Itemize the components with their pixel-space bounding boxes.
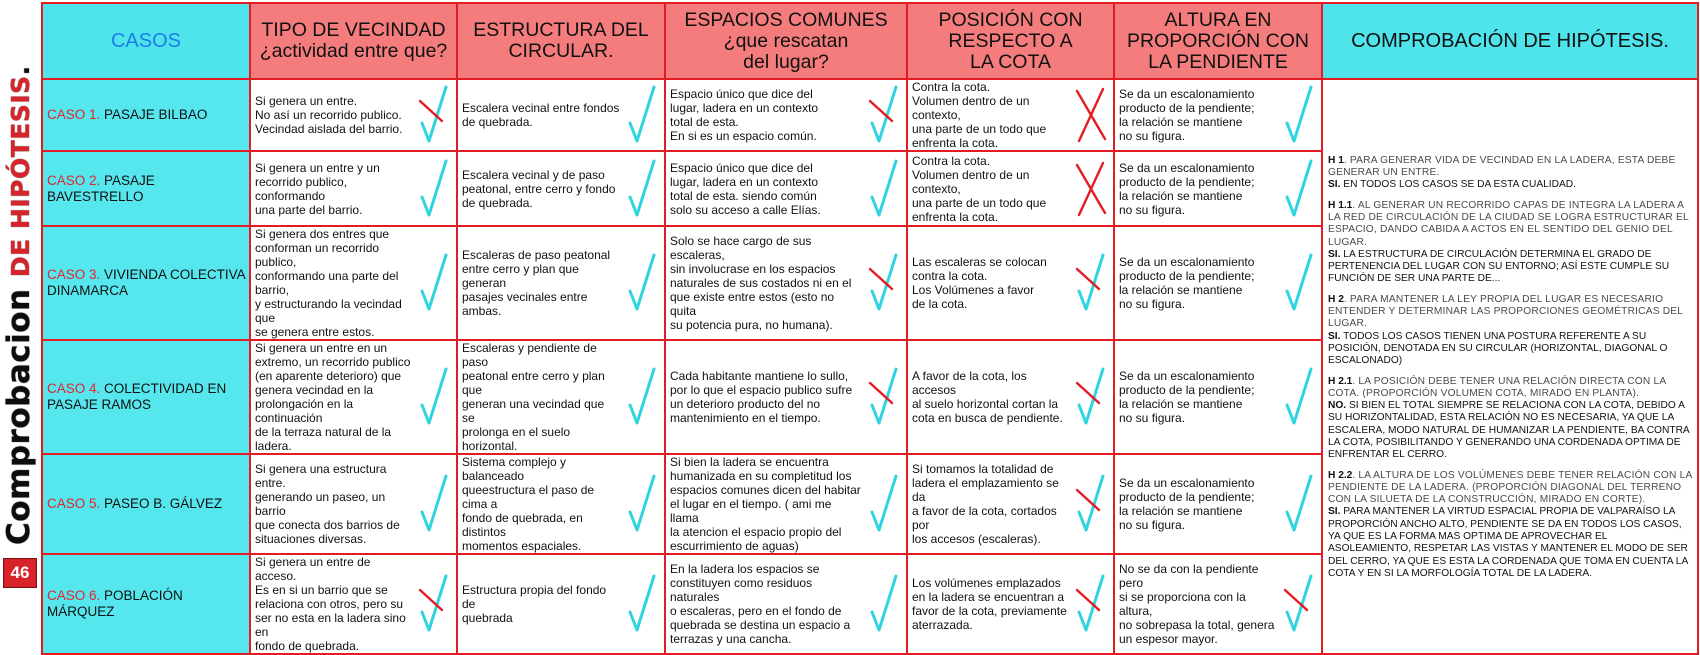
column-header-label: ALTURA EN PROPORCIÓN CON LA PENDIENTE [1126, 8, 1309, 73]
evaluation-cell [665, 554, 907, 654]
evaluation-cell [907, 454, 1114, 554]
checkmark-with-slash-icon [1073, 251, 1109, 315]
evaluation-cell [1114, 79, 1322, 151]
checkmark-stroke [1287, 476, 1311, 530]
cell-text: Contra la cota. Volumen dentro de un contexto, una parte de un todo que enfrenta la cota. [912, 80, 1047, 150]
hypothesis-question: . AL GENERAR UN RECORRIDO CAPAS DE INTEGRA LA LADERA A LA RED DE CIRCULACIÓN DE LA CIUDAD SE LOGRA ESTRUCTURAR EL ESPACIO, DANDO CABIDA A ACTOS EN EL SENTIDO DEL GENIO DEL LUGAR. [1328, 199, 1689, 248]
cell-text: Se da un escalonamiento producto de la pendiente; la relación se mantiene no su figura. [1119, 160, 1255, 217]
evaluation-cell [665, 454, 907, 554]
evaluation-cell [907, 554, 1114, 654]
checkmark-stroke [422, 476, 446, 530]
checkmark-with-slash-icon [1073, 472, 1109, 536]
checkmark-stroke [630, 87, 654, 141]
checkmark-stroke [1287, 369, 1311, 423]
cell-text: Cada habitante mantiene lo sullo, por lo que el espacio publico sufre un deterioro producto del no mantenimiento en el tiempo. [670, 369, 853, 425]
cell-text: Si genera una estructura entre. generando un paseo, un barrio que conecta dos barrios de situaciones diversas. [255, 462, 400, 546]
cell-text: A favor de la cota, los accesos al suelo horizontal cortan la cota en busca de pendiente. [912, 369, 1063, 425]
checkmark-with-slash-icon [1281, 572, 1317, 636]
cell-text: No se da con la pendiente pero si se proporciona con la altura, no sobrepasa la total, genera un espesor mayor. [1119, 562, 1275, 646]
hypothesis-question: . LA ALTURA DE LOS VOLÚMENES DEBE TENER RELACIÓN CON LA PENDIENTE DE LA LADERA. (PROPORCIÓN DIAGONAL DEL TERRENO CON LA SILUETA DE LA CONSTRUCCIÓN, MIRADO EN CORTE). [1328, 469, 1692, 506]
cell-text: Se da un escalonamiento producto de la pendiente; la relación se mantiene no su figura. [1119, 255, 1255, 311]
header-row [42, 3, 1698, 79]
case-number: CASO 5. [47, 496, 101, 511]
cell-text: Escaleras de paso peatonal entre cerro y plan que generan pasajes vecinales entre ambas. [462, 248, 611, 318]
cell-text: Solo se hace cargo de sus escaleras, sin involucrase en los espacios naturales de sus costados ni en el que existe entre estos (esto no quita su potencia pura, no humana). [670, 234, 852, 332]
cell-text: Se da un escalonamiento producto de la pendiente; la relación se mantiene no su figura. [1119, 369, 1255, 425]
evaluation-cell [250, 554, 457, 654]
cell-text: Los volúmenes emplazados en la ladera se encuentran a favor de la cota, previamente aterrazada. [912, 576, 1067, 632]
checkmark-with-slash-icon [1073, 365, 1109, 429]
checkmark-with-slash-icon [866, 83, 902, 147]
case-number: CASO 3. [47, 267, 101, 282]
evaluation-cell [1114, 554, 1322, 654]
evaluation-cell [665, 340, 907, 454]
evaluation-cell [907, 226, 1114, 340]
evaluation-cell [1114, 454, 1322, 554]
case-cell [42, 340, 250, 454]
vertical-title-part2: DE HIPÓTESIS [6, 75, 35, 278]
column-header-label: COMPROBACIÓN DE HIPÓTESIS. [1351, 29, 1669, 52]
checkmark-stroke [872, 576, 896, 630]
cell-text: Si genera un entre y un recorrido publico, conformando una parte del barrio. [255, 160, 380, 217]
checkmark-stroke [1287, 255, 1311, 309]
hypothesis-label: H 2.2 [1328, 469, 1353, 481]
checkmark-icon [624, 365, 660, 429]
hypothesis-block [1328, 376, 1692, 462]
column-header-label: POSICIÓN CON RESPECTO A LA COTA [938, 8, 1083, 73]
checkmark-icon [624, 251, 660, 315]
checkmark-icon [416, 157, 452, 221]
cell-text: Si bien la ladera se encuentra humanizada en su completitud los espacios comunes dicen del habitar el lugar en el tiempo. ( ami me llama la atencion el espacio propio del escurrimiento de aguas) [670, 455, 861, 553]
checkmark-stroke [422, 161, 446, 215]
checkmark-stroke [630, 576, 654, 630]
cell-text: Espacio único que dice del lugar, ladera en un contexto total de esta. En si es un espacio común. [670, 87, 819, 143]
column-header-label: CASOS [110, 29, 182, 52]
case-name: COLECTIVIDAD EN PASAJE RAMOS [47, 381, 227, 412]
hypothesis-answer: EN TODOS LOS CASOS SE DA ESTA CUALIDAD. [1340, 179, 1576, 191]
cell-text: Escalera vecinal entre fondos de quebrada. [462, 101, 620, 129]
evaluation-cell [457, 151, 665, 226]
checkmark-icon [624, 472, 660, 536]
evaluation-cell [250, 151, 457, 226]
case-name: POBLACIÓN MÁRQUEZ [47, 588, 183, 619]
cell-text: Estructura propia del fondo de quebrada [462, 583, 607, 625]
evaluation-cell [1114, 151, 1322, 226]
checkmark-icon [1281, 472, 1317, 536]
hypothesis-label: H 1 [1328, 154, 1344, 166]
evaluation-cell [907, 79, 1114, 151]
case-cell [42, 554, 250, 654]
hypothesis-label: H 2.1 [1328, 375, 1353, 387]
evaluation-cell [1114, 226, 1322, 340]
hypothesis-answer-key: SI. [1328, 506, 1341, 518]
checkmark-stroke [1287, 87, 1311, 141]
evaluation-cell [457, 340, 665, 454]
evaluation-cell [250, 340, 457, 454]
cell-text: Se da un escalonamiento producto de la pendiente; la relación se mantiene no su figura. [1119, 476, 1255, 532]
hypothesis-label: H 2 [1328, 293, 1344, 305]
hypothesis-block [1328, 294, 1692, 368]
evaluation-cell [457, 79, 665, 151]
vertical-title-part1: Comprobacion [1, 277, 37, 545]
case-cell [42, 151, 250, 226]
hypothesis-answer-key: SI. [1328, 330, 1341, 342]
case-number: CASO 2. [47, 172, 101, 188]
cell-text: Se da un escalonamiento producto de la pendiente; la relación se mantiene no su figura. [1119, 87, 1255, 143]
side-banner [0, 0, 38, 589]
hypothesis-table [41, 2, 1699, 655]
cell-text: En la ladera los espacios se constituyen como residuos naturales o escaleras, pero en el fondo de quebrada se destina un espacio a terrazas y una cancha. [670, 562, 851, 646]
checkmark-icon [624, 157, 660, 221]
checkmark-icon [866, 157, 902, 221]
evaluation-cell [907, 151, 1114, 226]
checkmark-icon [416, 472, 452, 536]
evaluation-cell [457, 454, 665, 554]
case-name: VIVIENDA COLECTIVA DINAMARCA [47, 267, 246, 298]
evaluation-cell [665, 226, 907, 340]
x-mark-icon [1073, 83, 1109, 147]
cell-text: Escaleras y pendiente de paso peatonal entre cerro y plan que generan una vecindad que se prolonga en el suelo horizontal. [462, 341, 605, 453]
cell-text: Espacio único que dice del lugar, ladera en un contexto total de esta. siendo común solo su acceso a calle Elías. [670, 160, 821, 217]
checkmark-icon [1281, 365, 1317, 429]
checkmark-stroke [630, 161, 654, 215]
hypothesis-answer-key: SI. [1328, 248, 1341, 260]
hypothesis-panel [1322, 79, 1698, 654]
checkmark-icon [416, 365, 452, 429]
column-header [1114, 3, 1322, 79]
hypothesis-answer: LA ESTRUCTURA DE CIRCULACIÓN DETERMINA EL GRADO DE PERTENENCIA DEL LUGAR CON SU ENTORNO; ASÍ ESTE CUMPLE SU FUNCIÓN DE SER UNA PARTE DE... [1328, 248, 1670, 285]
evaluation-cell [665, 151, 907, 226]
hypothesis-block [1328, 200, 1692, 286]
page-number: 46 [3, 558, 37, 588]
case-number: CASO 6. [47, 588, 101, 603]
vertical-title-text [1, 65, 39, 545]
checkmark-icon [866, 572, 902, 636]
vertical-title-part3: . [6, 65, 35, 76]
case-name: PASAJE BILBAO [100, 107, 208, 122]
hypothesis-label: H 1.1 [1328, 199, 1353, 211]
checkmark-icon [624, 572, 660, 636]
checkmark-stroke [872, 161, 896, 215]
evaluation-cell [250, 226, 457, 340]
evaluation-cell [665, 79, 907, 151]
case-name: PASEO B. GÁLVEZ [100, 496, 223, 511]
case-name: PASAJE BAVESTRELLO [47, 172, 155, 204]
table-row [42, 79, 1698, 151]
checkmark-with-slash-icon [416, 83, 452, 147]
evaluation-cell [907, 340, 1114, 454]
checkmark-stroke [630, 255, 654, 309]
case-number: CASO 4. [47, 381, 101, 396]
column-header-label: TIPO DE VECINDAD ¿actividad entre que? [259, 19, 448, 62]
cell-text: Si genera un entre de acceso. Es en si un barrio que se relaciona con otros, pero su ser no esta en la ladera sino en fondo de quebrada. [255, 555, 406, 653]
x-mark-icon [1073, 157, 1109, 221]
hypothesis-answer-key: SI. [1328, 179, 1341, 191]
cell-text: Si tomamos la totalidad de ladera el emplazamiento se da a favor de la cota, cortados por los accesos (escaleras). [912, 462, 1059, 546]
header-casos [42, 3, 250, 79]
checkmark-stroke [422, 369, 446, 423]
hypothesis-block [1328, 470, 1692, 581]
checkmark-stroke [630, 476, 654, 530]
evaluation-cell [457, 554, 665, 654]
checkmark-stroke [1287, 161, 1311, 215]
cell-text: Escalera vecinal y de paso peatonal, entre cerro y fondo de quebrada. [462, 167, 616, 210]
checkmark-stroke [422, 255, 446, 309]
header-hypothesis [1322, 3, 1698, 79]
column-header [250, 3, 457, 79]
hypothesis-block [1328, 155, 1692, 192]
checkmark-icon [416, 251, 452, 315]
case-cell [42, 79, 250, 151]
column-header [907, 3, 1114, 79]
hypothesis-question: . PARA MANTENER LA LEY PROPIA DEL LUGAR ES NECESARIO ENTENDER Y DETERMINAR LAS PROPORCIONES GEOMÉTRICAS DEL LUGAR. [1328, 293, 1683, 330]
checkmark-icon [866, 472, 902, 536]
hypothesis-question: . PARA GENERAR VIDA DE VECINDAD EN LA LADERA, ESTA DEBE GENERAR UN ENTRE. [1328, 154, 1676, 179]
cell-text: Contra la cota. Volumen dentro de un contexto, una parte de un todo que enfrenta la cota. [912, 153, 1047, 224]
cell-text: Si genera un entre en un extremo, un recorrido publico (en aparente deterioro) que genera vecindad en la prolongación en la continuación de la terraza natural de la ladera. [255, 341, 411, 453]
checkmark-icon [1281, 83, 1317, 147]
hypothesis-question: . LA POSICIÓN DEBE TENER UNA RELACIÓN DIRECTA CON LA COTA. (PROPORCIÓN VOLUMEN COTA, MIRADO EN PLANTA). [1328, 375, 1666, 399]
checkmark-with-slash-icon [866, 251, 902, 315]
checkmark-with-slash-icon [416, 572, 452, 636]
hypothesis-answer: TODOS LOS CASOS TIENEN UNA POSTURA REFERENTE A SU POSICIÓN, DENOTADA EN SU CIRCULAR (HORIZONTAL, DIAGONAL O ESCALONADO) [1328, 330, 1668, 367]
cell-text: Si genera un entre. No así un recorrido publico. Vecindad aislada del barrio. [255, 94, 403, 136]
cell-text: Las escaleras se colocan contra la cota. Los Volúmenes a favor de la cota. [912, 255, 1047, 311]
checkmark-stroke [872, 476, 896, 530]
checkmark-icon [1281, 157, 1317, 221]
checkmark-icon [1281, 251, 1317, 315]
checkmark-icon [624, 83, 660, 147]
checkmark-with-slash-icon [1073, 572, 1109, 636]
column-header-label: ESPACIOS COMUNES ¿que rescatan del lugar? [684, 8, 888, 73]
case-number: CASO 1. [47, 107, 101, 122]
checkmark-stroke [630, 369, 654, 423]
column-header [665, 3, 907, 79]
hypothesis-answer-key: NO. [1328, 400, 1347, 412]
cell-text: Si genera dos entres que conforman un recorrido publico, conformando una parte del barrio, y estructurando la vecindad que se genera entre estos. [255, 227, 402, 339]
cell-text: Sistema complejo y balanceado queestructura el paso de cima a fondo de quebrada, en distintos momentos espaciales. [462, 455, 595, 553]
checkmark-with-slash-icon [866, 365, 902, 429]
hypothesis-answer: PARA MANTENER LA VIRTUD ESPACIAL PROPIA DE VALPARAÍSO LA PROPORCIÓN ANCHO ALTO, PENDIENTE SE DA EN TODOS LOS CASOS, YA QUE ES LA FORMA MAS OPTIMA DE APROVECHAR EL ASOLEAMIENTO, RESPETAR LAS VISTAS Y MANTENER EL MODO DE SER DEL CERRO, YA QUE ES ESTA LA CORDENADA QUE TOMA EN CUENTA LA COTA Y EN SI LA MORFOLOGÍA TOTAL DE LA LADERA. [1328, 506, 1688, 579]
case-cell [42, 454, 250, 554]
evaluation-cell [250, 454, 457, 554]
evaluation-cell [457, 226, 665, 340]
evaluation-cell [250, 79, 457, 151]
hypothesis-answer: SI BIEN EL TOTAL SIEMPRE SE RELACIONA CON LA COTA, DEBIDO A SU HORIZONTALIDAD, ESTA RELACIÓN NO ES NECESARIA, YA QUE LA ESCALERA, MODO NATURAL DE HUMANIZAR LA PENDIENTE, BA CONTRA LA COTA, POSIBILITANDO Y GENERANDO UNA CORDENADA OPTIMA DE ENFRENTAR EL CERRO. [1328, 400, 1690, 461]
column-header-label: ESTRUCTURA DEL CIRCULAR. [473, 19, 649, 62]
case-cell [42, 226, 250, 340]
column-header [457, 3, 665, 79]
evaluation-cell [1114, 340, 1322, 454]
